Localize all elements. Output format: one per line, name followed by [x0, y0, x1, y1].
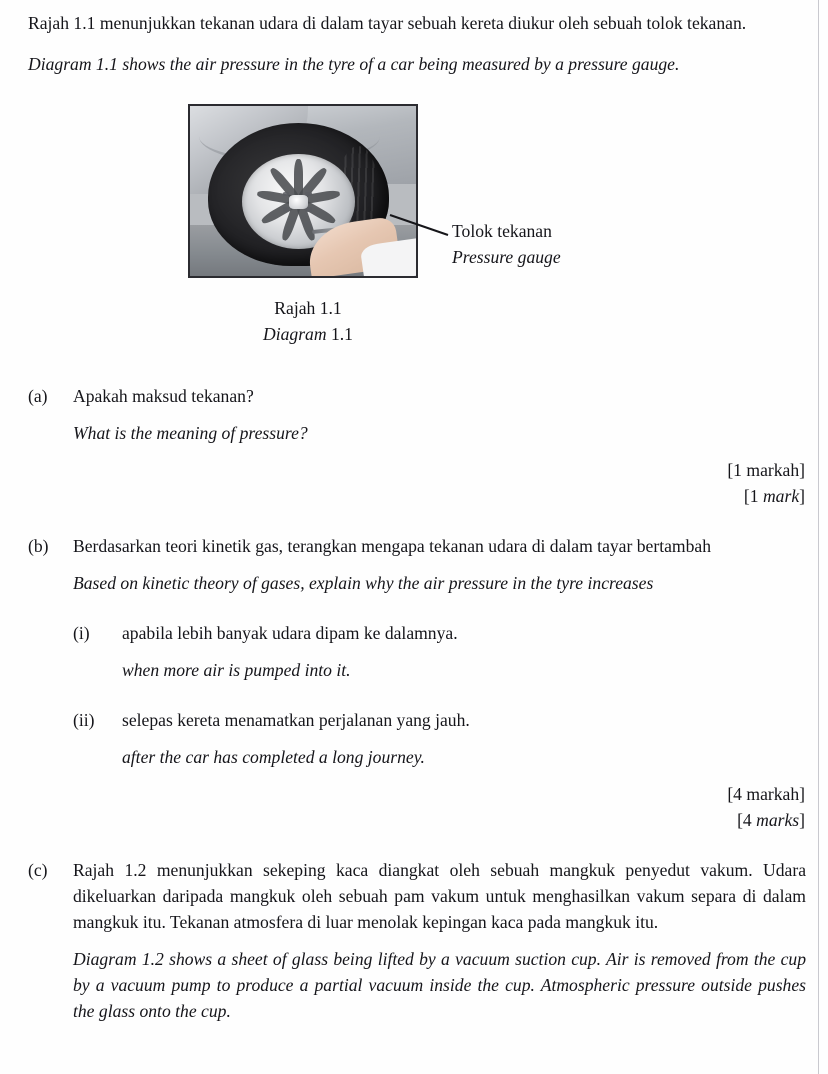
question-b-malay: Berdasarkan teori kinetik gas, terangkan mengapa tekanan udara di dalam tayar bertambah	[73, 536, 711, 556]
question-label-b-ii: (ii)	[73, 710, 95, 730]
marks-b-english	[28, 807, 806, 833]
question-a-english: What is the meaning of pressure?	[73, 423, 308, 443]
figure-caption-english-number: 1.1	[330, 324, 353, 344]
question-subpart-b-ii	[73, 707, 806, 770]
question-part-c	[28, 857, 806, 1024]
question-c-english: Diagram 1.2 shows a sheet of glass being lifted by a vacuum suction cup. Air is removed from the cup by a vacuum pump to produce a partial vacuum inside the cup. Atmospheric pressure outside pushes the glass onto the cup.	[73, 949, 806, 1021]
question-c-malay: Rajah 1.2 menunjukkan sekeping kaca diangkat oleh sebuah mangkuk penyedut vakum. Udara dikeluarkan daripada mangkuk oleh sebuah pam vakum untuk menghasilkan vakum separa di dalam mangkuk itu. Tekanan atmosfera di luar menolak kepingan kaca pada mangkuk itu.	[73, 860, 806, 932]
marks-b-english-word: marks	[756, 810, 800, 830]
tyre-photograph	[188, 104, 418, 278]
marks-b-english-suffix: ]	[799, 810, 805, 830]
question-part-a	[28, 383, 806, 446]
figure-1-1	[28, 99, 806, 361]
intro-paragraph-english: Diagram 1.1 shows the air pressure in the tyre of a car being measured by a pressure gauge.	[28, 54, 680, 74]
question-b-ii-english: after the car has completed a long journey.	[122, 747, 425, 767]
question-b-english: Based on kinetic theory of gases, explain why the air pressure in the tyre increases	[73, 573, 654, 593]
callout-label-english: Pressure gauge	[452, 247, 561, 267]
figure-caption-english	[28, 321, 588, 347]
question-a-malay: Apakah maksud tekanan?	[73, 386, 254, 406]
figure-caption-malay: Rajah 1.1	[274, 298, 342, 318]
marks-b-english-prefix: [4	[737, 810, 757, 830]
marks-a-english-word: mark	[762, 486, 800, 506]
page-scan-edge	[818, 0, 819, 1074]
intro-paragraph-malay: Rajah 1.1 menunjukkan tekanan udara di dalam tayar sebuah kereta diukur oleh sebuah tolok tekanan.	[28, 13, 747, 33]
question-subpart-b-i	[73, 620, 806, 683]
callout-label-malay: Tolok tekanan	[452, 221, 552, 241]
question-label-a: (a)	[28, 386, 48, 406]
marks-a-english-prefix: [1	[743, 486, 763, 506]
marks-a-english	[28, 483, 806, 509]
question-label-c: (c)	[28, 860, 48, 880]
question-b-i-malay: apabila lebih banyak udara dipam ke dalamnya.	[122, 623, 458, 643]
marks-a-malay: [1 markah]	[727, 460, 805, 480]
question-b-ii-malay: selepas kereta menamatkan perjalanan yang jauh.	[122, 710, 470, 730]
figure-caption-english-word: Diagram	[263, 324, 327, 344]
figure-callout	[452, 218, 561, 270]
question-b-i-english: when more air is pumped into it.	[122, 660, 351, 680]
hubcap-center	[289, 195, 307, 208]
question-label-b: (b)	[28, 536, 49, 556]
question-label-b-i: (i)	[73, 623, 90, 643]
marks-a-english-suffix: ]	[799, 486, 805, 506]
figure-caption	[28, 295, 588, 347]
marks-b-malay: [4 markah]	[727, 784, 805, 804]
page-content	[28, 0, 806, 1024]
question-part-b	[28, 533, 806, 596]
